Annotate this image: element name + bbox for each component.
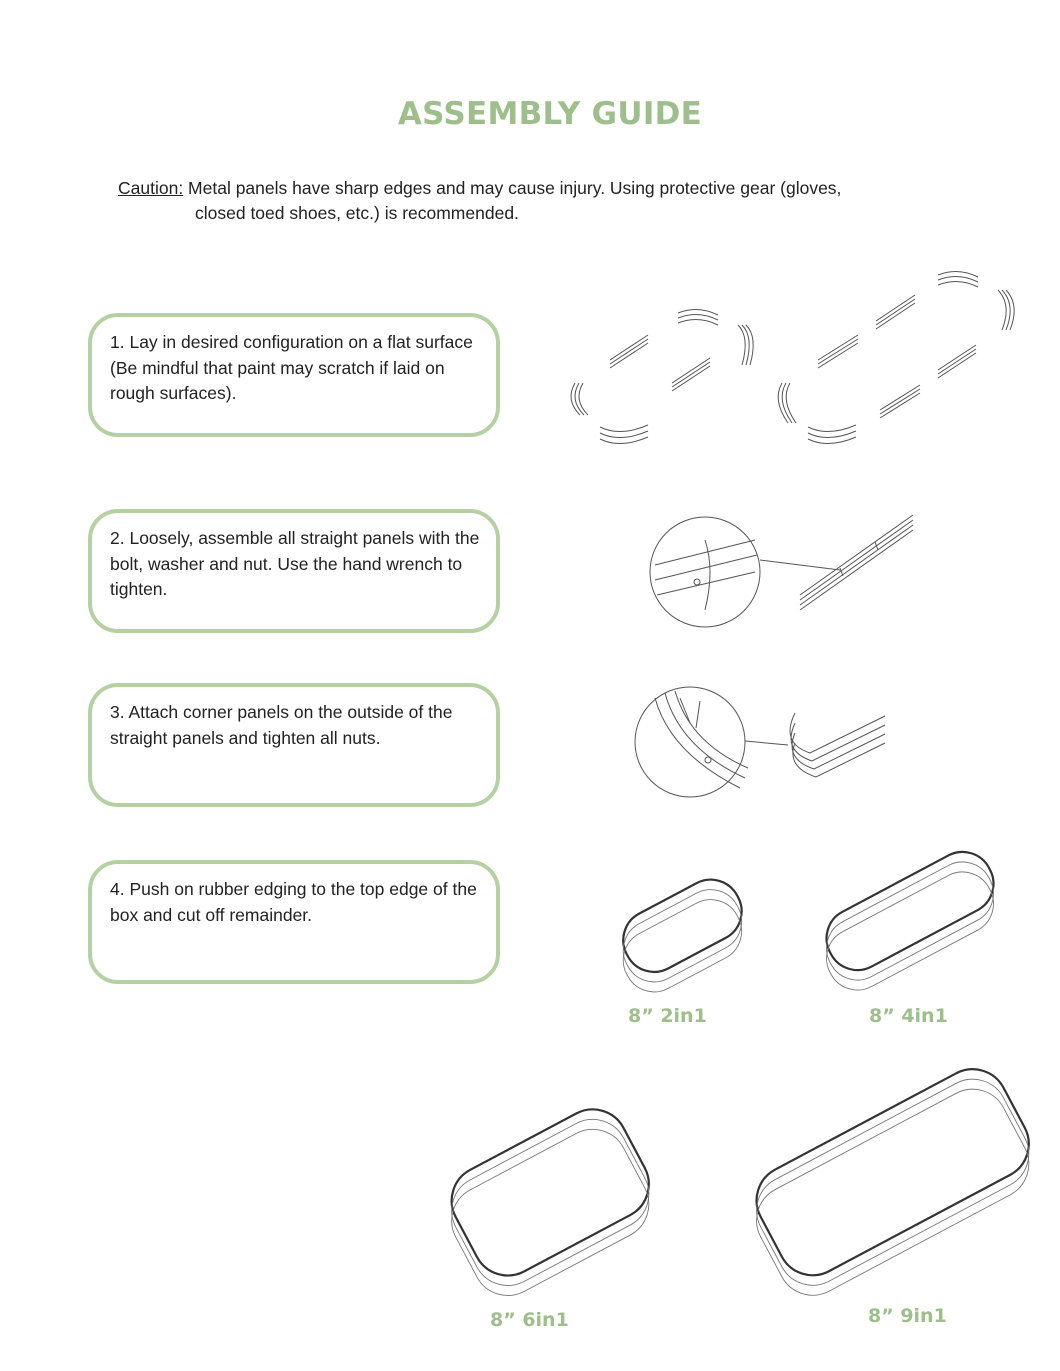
- step-1-box: 1. Lay in desired configuration on a flat surface (Be mindful that paint may scratch if laid on rough surfaces).: [88, 313, 500, 437]
- model-label-2in1: 8” 2in1: [628, 1005, 707, 1027]
- box-6in1-illustration: [420, 1095, 675, 1305]
- caution-text-line2: closed toed shoes, etc.) is recommended.: [195, 203, 519, 223]
- model-label-6in1: 8” 6in1: [490, 1309, 569, 1331]
- step-2-box: 2. Loosely, assemble all straight panels with the bolt, washer and nut. Use the hand wrench to tighten.: [88, 509, 500, 633]
- step-3-illustration: [630, 683, 895, 803]
- box-9in1-illustration: [735, 1060, 1047, 1300]
- box-4in1-illustration: [805, 835, 1005, 995]
- model-label-4in1: 8” 4in1: [869, 1005, 948, 1027]
- step-2-illustration: [645, 510, 920, 635]
- model-label-9in1: 8” 9in1: [868, 1305, 947, 1327]
- step-4-box: 4. Push on rubber edging to the top edge of the box and cut off remainder.: [88, 860, 500, 984]
- box-2in1-illustration: [600, 865, 760, 1000]
- step-1-illustration: [560, 265, 1020, 460]
- step-3-box: 3. Attach corner panels on the outside of the straight panels and tighten all nuts.: [88, 683, 500, 807]
- page-title: ASSEMBLY GUIDE: [397, 96, 703, 132]
- caution-label: Caution:: [118, 178, 184, 198]
- caution-text-line1: Metal panels have sharp edges and may cause injury. Using protective gear (gloves,: [183, 178, 842, 198]
- caution-note: [118, 176, 938, 226]
